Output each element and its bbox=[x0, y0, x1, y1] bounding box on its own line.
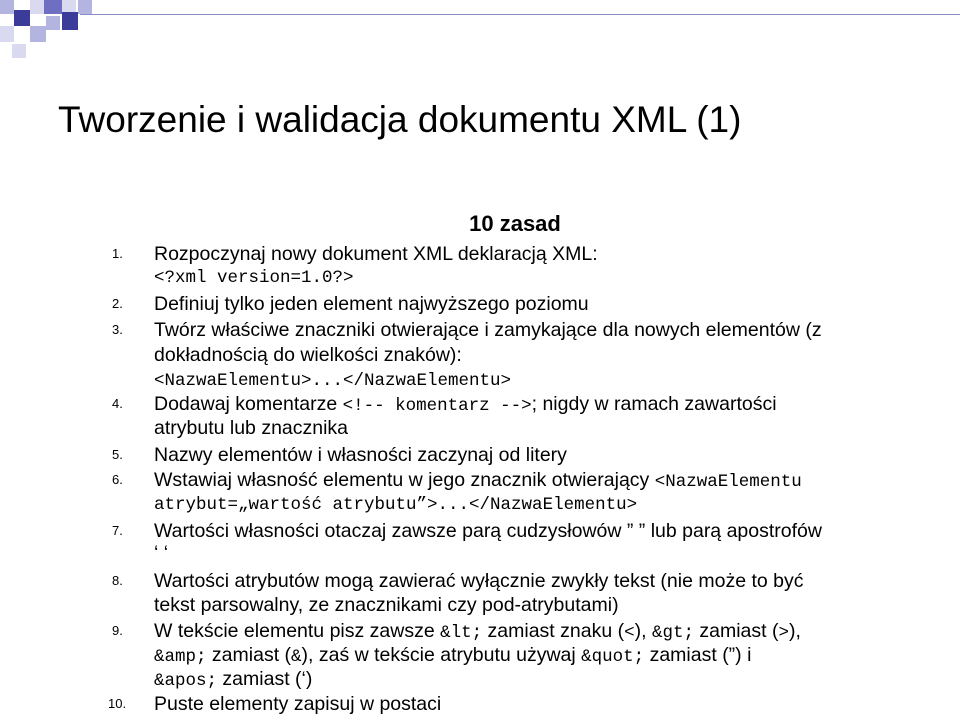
item-text-segment: ), bbox=[789, 620, 801, 642]
deco-square bbox=[46, 16, 60, 30]
item-number: 6. bbox=[112, 472, 123, 487]
deco-square bbox=[30, 26, 46, 42]
deco-square bbox=[62, 12, 78, 30]
item-number: 1. bbox=[112, 246, 123, 261]
item-text-segment: zamiast ( bbox=[206, 644, 292, 666]
item-code: &quot; bbox=[581, 647, 645, 667]
item-text bbox=[154, 643, 751, 669]
item-number: 9. bbox=[112, 623, 123, 638]
item-text-segment: zamiast (‘) bbox=[217, 668, 313, 690]
deco-square bbox=[0, 26, 14, 42]
item-code: > bbox=[778, 623, 789, 643]
item-text: tekst parsowalny, ze znacznikami czy pod-atrybutami) bbox=[154, 594, 619, 616]
item-text-segment: zamiast znaku ( bbox=[482, 620, 625, 642]
deco-square bbox=[80, 14, 960, 15]
item-code: &apos; bbox=[154, 671, 218, 691]
deco-square bbox=[14, 10, 30, 26]
item-text: Rozpoczynaj nowy dokument XML deklaracją XML: bbox=[154, 243, 598, 265]
item-text-segment: W tekście elementu pisz zawsze bbox=[154, 620, 441, 642]
item-text: Nazwy elementów i własności zaczynaj od litery bbox=[154, 444, 567, 466]
item-text-segment: Dodawaj komentarze bbox=[154, 393, 343, 415]
deco-square bbox=[0, 0, 14, 14]
item-text-segment: ), zaś w tekście atrybutu używaj bbox=[301, 644, 582, 666]
item-number: 10. bbox=[108, 696, 127, 711]
item-text: Wartości własności otaczaj zawsze parą cudzysłowów ” ” lub parą apostrofów bbox=[154, 520, 822, 542]
deco-square bbox=[78, 0, 92, 14]
item-number: 2. bbox=[112, 296, 123, 311]
item-text-segment: ), bbox=[634, 620, 652, 642]
deco-square bbox=[12, 44, 26, 58]
item-text: dokładnością do wielkości znaków): bbox=[154, 344, 462, 366]
item-code: &amp; bbox=[154, 647, 207, 667]
item-text bbox=[154, 392, 777, 418]
item-code: <?xml version=1.0?> bbox=[154, 268, 354, 288]
slide-title: Tworzenie i walidacja dokumentu XML (1) bbox=[58, 99, 742, 140]
item-number: 7. bbox=[112, 523, 123, 538]
item-code: & bbox=[291, 647, 302, 667]
item-text bbox=[154, 468, 802, 494]
item-text: atrybutu lub znacznika bbox=[154, 417, 349, 439]
item-code: <NazwaElementu bbox=[654, 472, 802, 492]
item-code: &gt; bbox=[651, 623, 694, 643]
item-text-segment: zamiast ( bbox=[693, 620, 779, 642]
decorative-squares bbox=[0, 0, 960, 60]
slide-subtitle: 10 zasad bbox=[469, 211, 561, 236]
item-text-segment: zamiast (”) i bbox=[644, 644, 752, 666]
item-text: Wartości atrybutów mogą zawierać wyłącznie zwykły tekst (nie może to być bbox=[154, 570, 804, 592]
item-text-segment: Wstawiaj własność elementu w jego znacznik otwierający bbox=[154, 469, 655, 491]
item-text: ‘ ‘ bbox=[154, 542, 169, 564]
item-number: 3. bbox=[112, 322, 123, 337]
deco-square bbox=[30, 0, 44, 14]
deco-square bbox=[44, 0, 62, 14]
item-text bbox=[154, 619, 801, 645]
item-code: &lt; bbox=[440, 623, 483, 643]
item-text: Definiuj tylko jeden element najwyższego poziomu bbox=[154, 293, 589, 315]
item-text: Puste elementy zapisuj w postaci bbox=[154, 693, 442, 715]
item-code: <NazwaElementu>...</NazwaElementu> bbox=[154, 371, 512, 391]
item-text: Twórz właściwe znaczniki otwierające i zamykające dla nowych elementów (z bbox=[154, 319, 822, 341]
item-number: 5. bbox=[112, 447, 123, 462]
item-text-segment: ; nigdy w ramach zawartości bbox=[531, 393, 777, 415]
item-number: 4. bbox=[112, 396, 123, 411]
item-number: 8. bbox=[112, 573, 123, 588]
item-text bbox=[154, 667, 312, 693]
item-code: atrybut=„wartość atrybutu”>...</NazwaElementu> bbox=[154, 495, 638, 515]
item-code: < bbox=[624, 623, 635, 643]
item-code: <!-- komentarz --> bbox=[342, 396, 532, 416]
